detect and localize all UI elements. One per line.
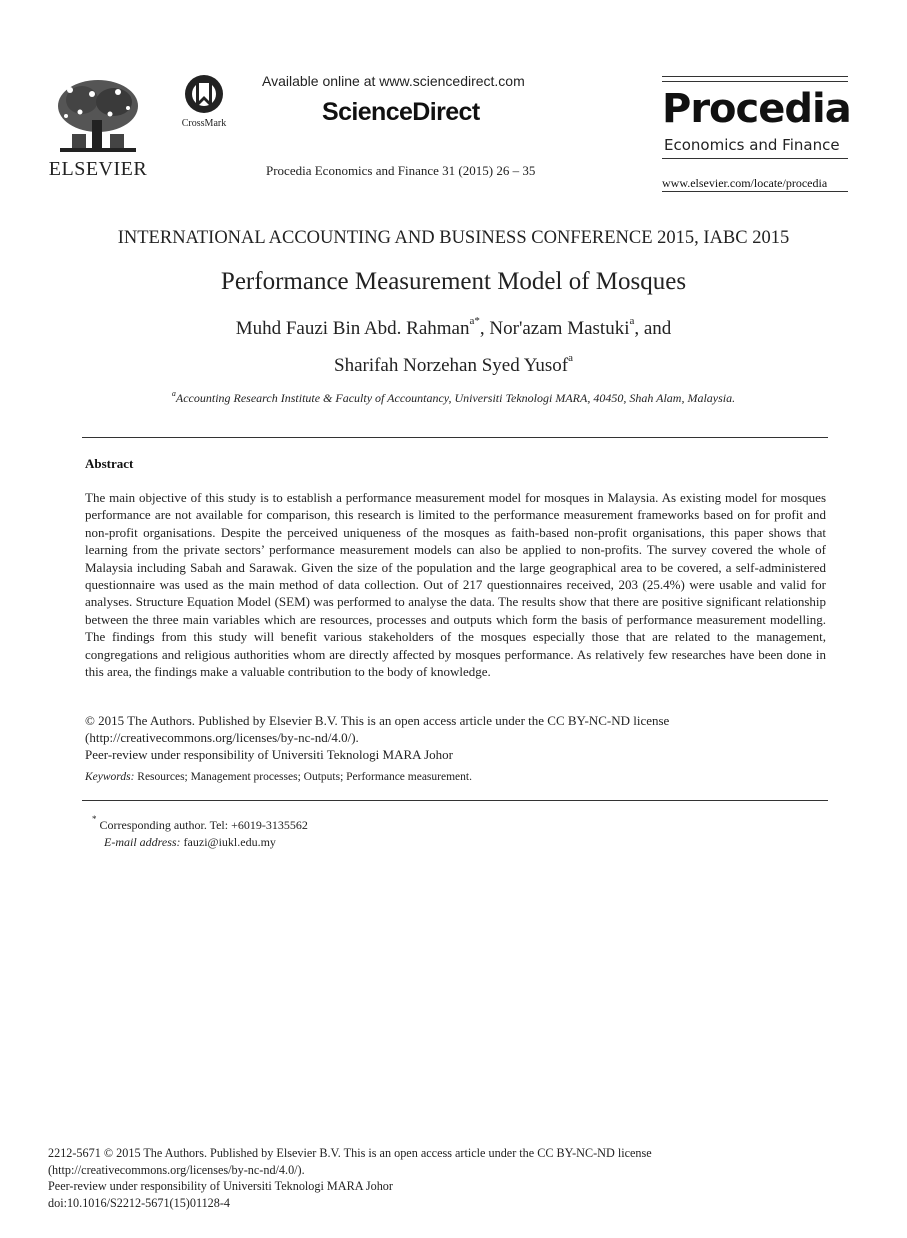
publisher-name: ELSEVIER [48, 158, 148, 180]
keywords-label: Keywords: [85, 771, 135, 783]
author-name: Sharifah Norzehan Syed Yusof [334, 355, 569, 376]
footer-license-line: 2212-5671 © 2015 The Authors. Published by Elsevier B.V. This is an open access article under the CC BY-NC-ND license [48, 1146, 652, 1160]
procedia-url-link[interactable]: www.elsevier.com/locate/procedia [662, 176, 828, 190]
author-superscript: a [568, 352, 573, 364]
email-note [104, 835, 276, 850]
procedia-divider [662, 191, 848, 192]
license-link[interactable]: (http://creativecommons.org/licenses/by-nc-nd/4.0/). [85, 730, 359, 745]
footnote-marker: * [92, 814, 97, 824]
author-name: , Nor'azam Mastuki [479, 318, 630, 339]
email-address[interactable]: fauzi@iukl.edu.my [180, 835, 276, 849]
crossmark-icon [172, 74, 236, 118]
affiliation-text: Accounting Research Institute & Faculty of Accountancy, Universiti Teknologi MARA, 40450, Shah Alam, Malaysia. [175, 391, 736, 405]
abstract-body: The main objective of this study is to establish a performance measurement model for mosques in Malaysia. As existing model for mosques performance are not available for comparison, this research is limited to the performance measurement frameworks based on for profit and non-profit organisations. Despite the perceived uniqueness of the mosques as faith-based non-profit organisations, this paper shows that learning from the private sectors’ performance measurement models can also be applied to non-profits. The survey covered the whole of Malaysia including Sabah and Sarawak. Given the size of the population and the large geographical area to be covered, a self-administered questionnaire was used as the main method of data collection. Out of 217 questionnaires received, 203 (25.4%) were usable and valid for analyses. Structure Equation Model (SEM) was performed to analyse the data. The results show that there are positive significant relationship between the three main variables which are resources, processes and outputs which form the basis of performance measurement modelling. The findings from this study will benefit various stakeholders of the mosques especially those that are related to the management, congregations and religious authorities whom are directly affected by mosques performance. As relatively few researches have been done in this area, the findings make a valuable contribution to the body of knowledge. [85, 490, 826, 680]
journal-citation: Procedia Economics and Finance 31 (2015) 26 – 35 [266, 163, 536, 178]
procedia-subtitle: Economics and Finance [664, 136, 840, 154]
procedia-logo: Procedia [662, 86, 851, 132]
author-superscript: a [629, 315, 635, 327]
author-name: Muhd Fauzi Bin Abd. Rahman [235, 318, 470, 339]
elsevier-logo [46, 72, 150, 184]
license-line: © 2015 The Authors. Published by Elsevier B.V. This is an open access article under the CC BY-NC-ND license [85, 713, 670, 728]
corresponding-author-text: Corresponding author. Tel: +6019-3135562 [99, 818, 308, 832]
footer-peer-review: Peer-review under responsibility of Universiti Teknologi MARA Johor [48, 1179, 393, 1194]
procedia-divider [662, 158, 848, 159]
corresponding-author-note [92, 814, 308, 833]
author-separator: , and [634, 318, 672, 339]
author-superscript: a* [469, 315, 480, 327]
author-list-line-1 [0, 315, 907, 340]
crossmark-label: CrossMark [181, 118, 227, 129]
author-list-line-2 [0, 352, 907, 377]
sciencedirect-logo: ScienceDirect [322, 98, 480, 126]
crossmark-badge[interactable] [172, 74, 236, 134]
conference-name: INTERNATIONAL ACCOUNTING AND BUSINESS CONFERENCE 2015, IABC 2015 [117, 228, 790, 248]
peer-review-line: Peer-review under responsibility of Universiti Teknologi MARA Johor [85, 747, 453, 762]
page-footer [48, 1145, 868, 1211]
footer-license-link[interactable]: (http://creativecommons.org/licenses/by-nc-nd/4.0/). [48, 1162, 305, 1177]
section-divider [82, 437, 828, 438]
elsevier-tree-icon [52, 76, 144, 156]
footer-doi[interactable]: doi:10.1016/S2212-5671(15)01128-4 [48, 1195, 231, 1210]
section-divider [82, 800, 828, 801]
available-online-text: Available online at www.sciencedirect.com [262, 73, 525, 89]
procedia-divider [662, 76, 848, 77]
license-statement [85, 712, 826, 763]
affiliation-superscript: a [171, 389, 176, 398]
email-label: E-mail address: [104, 835, 181, 849]
paper-title: Performance Measurement Model of Mosques [220, 268, 687, 295]
keywords [85, 771, 826, 783]
keywords-text: Resources; Management processes; Outputs; Performance measurement. [134, 771, 472, 783]
abstract-heading: Abstract [85, 456, 134, 471]
affiliation [0, 391, 907, 406]
procedia-divider [662, 81, 848, 82]
